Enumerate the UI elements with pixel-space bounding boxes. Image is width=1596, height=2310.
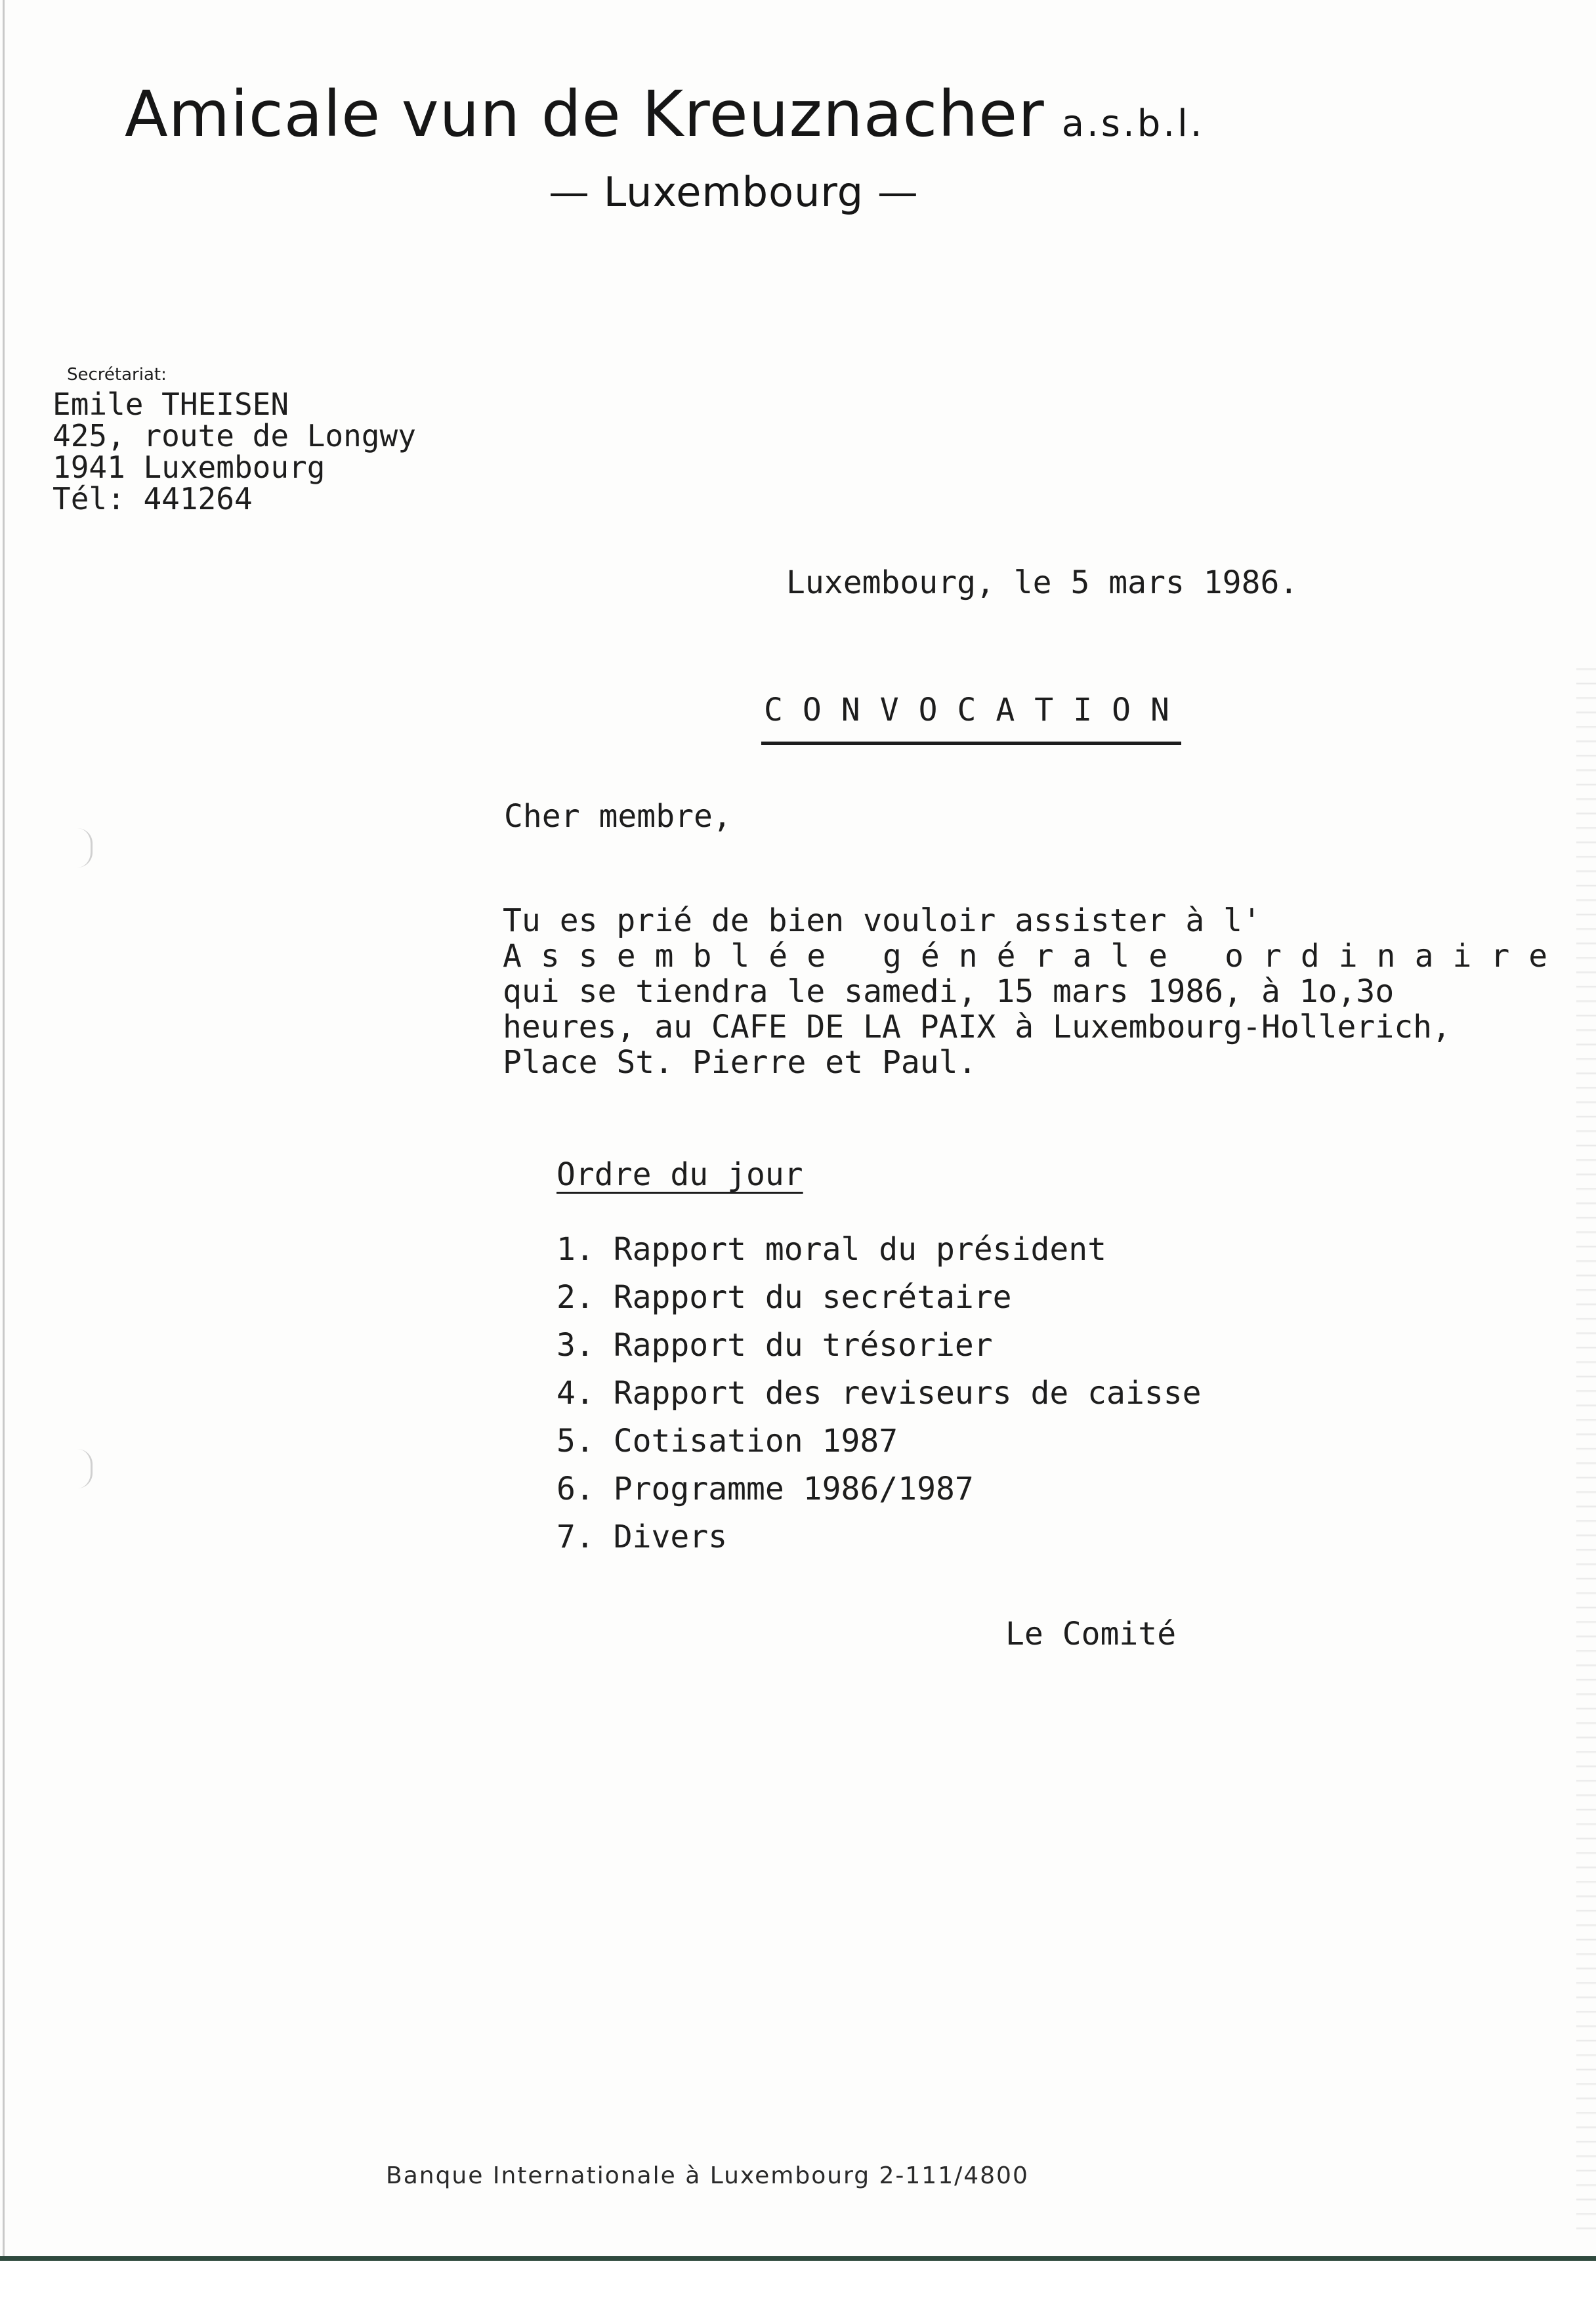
letterhead-subtitle: — Luxembourg — [549, 168, 919, 216]
agenda-item: 2. Rapport du secrétaire [556, 1279, 1012, 1316]
agenda-item: 4. Rapport des reviseurs de caisse [556, 1375, 1202, 1412]
dateline: Luxembourg, le 5 mars 1986. [786, 564, 1299, 601]
agenda-item: 5. Cotisation 1987 [556, 1423, 898, 1460]
agenda-title: Ordre du jour [556, 1156, 803, 1193]
secretariat-label: Secrétariat: [67, 365, 167, 385]
bottom-margin [0, 2261, 1596, 2310]
agenda-item: 1. Rapport moral du président [556, 1231, 1107, 1268]
letterhead-title [125, 77, 1205, 151]
body-line: qui se tiendra le samedi, 15 mars 1986, à 1o,3o [503, 973, 1395, 1010]
agenda-item: 3. Rapport du trésorier [556, 1327, 993, 1364]
page-right-edge [1576, 656, 1596, 2231]
agenda-item: 6. Programme 1986/1987 [556, 1471, 974, 1507]
secretary-street: 425, route de Longwy [52, 418, 416, 453]
salutation: Cher membre, [504, 798, 732, 835]
org-name: Amicale vun de Kreuznacher [125, 77, 1045, 151]
body-line: Place St. Pierre et Paul. [503, 1044, 977, 1081]
secretary-city: 1941 Luxembourg [52, 450, 326, 485]
document-title: CONVOCATION [764, 692, 1189, 728]
secretary-phone: Tél: 441264 [52, 481, 253, 516]
secretary-name: Emile THEISEN [52, 387, 289, 422]
title-underline [761, 742, 1181, 745]
body-line: heures, au CAFE DE LA PAIX à Luxembourg-Hollerich, [503, 1009, 1451, 1045]
agenda-list [556, 1226, 1202, 1561]
org-suffix: a.s.b.l. [1061, 102, 1205, 145]
punch-hole-mark [77, 1449, 93, 1488]
signature: Le Comité [1005, 1616, 1177, 1652]
body-line: Tu es prié de bien vouloir assister à l' [503, 902, 1261, 939]
punch-hole-mark [77, 828, 93, 868]
letter-body [503, 903, 1566, 1080]
agenda-item: 7. Divers [556, 1519, 728, 1555]
page-left-edge [3, 0, 5, 2258]
footer-bank-details: Banque Internationale à Luxembourg 2-111/4800 [386, 2162, 1029, 2189]
secretariat-address [52, 388, 416, 514]
body-line-emphasis: Assemblée générale ordinaire [503, 938, 1567, 975]
bottom-border [0, 2256, 1596, 2261]
